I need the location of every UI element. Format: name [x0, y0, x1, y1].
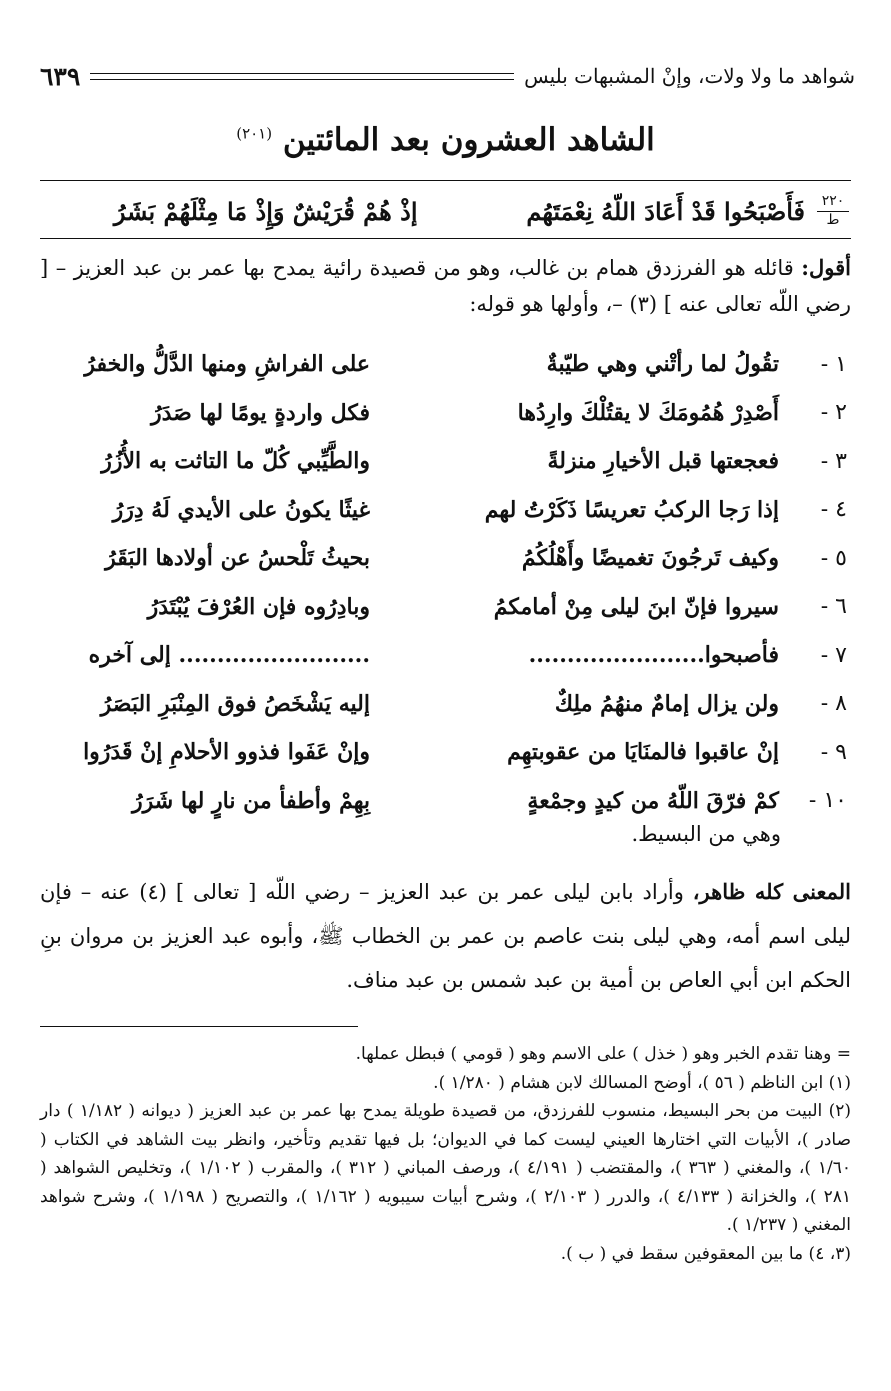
poem-verse — [40, 777, 851, 826]
page-number: ٦٣٩ — [40, 61, 81, 91]
verse-first-hemistich: فأصبحوا....................... — [528, 642, 779, 669]
verse-second-hemistich: إليه يَشْخَصُ فوق المِنْبَرِ البَصَرُ — [100, 690, 370, 717]
footnote: (٢) البيت من بحر البسيط، منسوب للفرزدق، من قصيدة طويلة يمدح بها عمر بن عبد العزيز ( ديوانه ( ١/١٨٢ ) دار صادر )، الأبيات التي اختارها العيني ليست كما في الديوان؛ بل فيها تقديم وتأخير، وانظر بيت الشاهد في الكتاب ( ١/٦٠ )، والمغني ( ٣٦٣ )، والمقتضب ( ٤/١٩١ )، ورصف المباني ( ٣١٢ )، والمقرب ( ١/١٠٢ )، وتخليص الشواهد ( ٢٨١ )، والخزانة ( ٤/١٣٣ )، والدرر ( ٢/١٠٣ )، وشرح أبيات سيبويه ( ١/١٦٢ )، والتصريح ( ١/١٩٨ )، وشرح شواهد المغني ( ١/٢٣٧ ). — [40, 1101, 852, 1235]
verse-number: ٨ - — [820, 691, 847, 717]
verse-second-hemistich: فكل واردةٍ يومًا لها صَدَرُ — [150, 399, 370, 426]
verse-number: ٧ - — [820, 642, 847, 668]
intro-lead: أقول: — [801, 255, 851, 280]
verse-first-hemistich: ولن يزال إمامٌ منهُمُ ملِكٌ — [554, 690, 779, 717]
running-title: شواهد ما ولا ولات، وإنْ المشبهات بليس — [524, 64, 855, 88]
verse-number: ٤ - — [820, 497, 847, 523]
verse-second-hemistich: وبادِرُوه فإن العُرْفَ يُبْتَدَرُ — [147, 593, 370, 620]
verse-second-hemistich: بحيثُ تَلْحسُ عن أولادها البَقَرُ — [105, 545, 370, 572]
verse-second-hemistich: غيثًا يكونُ على الأيدي لَهُ دِرَرُ — [112, 496, 370, 523]
witness-number-value: ٢٢٠ — [821, 193, 845, 210]
witness-number — [815, 194, 851, 228]
verse-first-hemistich: فعجعتها قبل الأخيارِ منزلةً — [547, 448, 779, 475]
poem-verse — [40, 583, 851, 632]
verse-number: ٩ - — [820, 739, 847, 765]
section-title — [40, 120, 851, 160]
verse-number: ٥ - — [820, 545, 847, 571]
witness-bottom-rule — [40, 238, 851, 239]
verse-first-hemistich: سيروا فإنّ ابنَ ليلى مِنْ أمامكمُ — [493, 593, 779, 620]
poem-verse — [40, 389, 851, 438]
witness-verse — [40, 186, 851, 236]
witness-second-hemistich: إذْ هُمْ قُرَيْشٌ وَإِذْ مَا مِثْلَهُمْ بَشَرُ — [113, 196, 418, 226]
section-title-text: الشاهد العشرون بعد المائتين — [282, 122, 655, 158]
verse-second-hemistich: ......................... إلى آخره — [88, 642, 370, 669]
verse-first-hemistich: إذا رَجا الركبُ تعريسًا ذَكَرْتُ لهم — [484, 496, 779, 523]
footnote: = وهنا تقدم الخبر وهو ( خذل ) على الاسم وهو ( قومي ) فبطل عملها. — [355, 1044, 851, 1064]
header-rule — [90, 73, 514, 80]
verse-number: ١٠ - — [808, 788, 847, 814]
poem-verse — [40, 340, 851, 389]
verse-first-hemistich: إنْ عاقبوا فالمنَايَا من عقوبتهِم — [507, 739, 779, 766]
poem — [40, 340, 851, 825]
page-header — [40, 58, 855, 94]
footnote-rule — [40, 1026, 358, 1027]
verse-number: ٣ - — [820, 448, 847, 474]
poem-verse — [40, 534, 851, 583]
meaning-lead: المعنى كله ظاهر، — [692, 879, 851, 904]
footnote: (١) ابن الناظم ( ٥٦ )، أوضح المسالك لابن هشام ( ١/٢٨٠ ). — [433, 1072, 851, 1093]
witness-number-mark: ط — [826, 211, 840, 228]
verse-second-hemistich: وإنْ عَفَوا فذوو الأحلامِ إنْ قَدَرُوا — [83, 739, 370, 766]
verse-second-hemistich: والطَّيِّبي كُلّ ما التاثت به الأُزُرُ — [101, 448, 370, 475]
witness-first-hemistich: فَأَصْبَحُوا قَدْ أَعَادَ اللّهُ نِعْمَتَهُم — [526, 196, 805, 226]
verse-second-hemistich: على الفراشِ ومنها الدَّلُّ والخفرُ — [84, 351, 370, 378]
footnote: (٣، ٤) ما بين المعقوفين سقط في ( ب ). — [560, 1243, 851, 1264]
poem-verse — [40, 437, 851, 486]
intro-paragraph — [40, 250, 851, 322]
verse-number: ١ - — [820, 351, 847, 377]
verse-first-hemistich: كمْ فرّقَ اللّهُ من كيدٍ وجمْعةٍ — [527, 787, 779, 814]
intro-text: قائله هو الفرزدق همام بن غالب، وهو من قصيدة رائية يمدح بها عمر بن عبد العزيز – [ رضي اللّه تعالى عنه ] (٣) –، وأولها هو قوله: — [40, 256, 851, 316]
verse-second-hemistich: بِهِمْ وأطفأ من نارٍ لها شَرَرُ — [131, 787, 370, 814]
verse-number: ٢ - — [820, 400, 847, 426]
verse-first-hemistich: أَصْدِرْ هُمُومَكَ لا يقتُلْكَ وارِدُها — [517, 399, 779, 426]
poem-verse — [40, 680, 851, 729]
verse-number: ٦ - — [820, 594, 847, 620]
poem-verse — [40, 728, 851, 777]
meter-note: وهي من البسيط. — [631, 822, 781, 846]
poem-verse — [40, 631, 851, 680]
verse-first-hemistich: تقُولُ لما رأتْني وهي طيّبةٌ — [546, 351, 779, 378]
footnotes — [40, 1040, 851, 1268]
section-title-ref: (٢٠١) — [236, 124, 273, 143]
poem-verse — [40, 486, 851, 535]
witness-top-rule — [40, 180, 851, 181]
meaning-text: وأراد بابن ليلى عمر بن عبد العزيز – رضي اللّه [ تعالى ] (٤) عنه – فإن ليلى اسم أمه، وهي ليلى بنت عاصم بن عمر بن الخطاب ﷺ، وأبوه عبد العزيز بن مروان بنِ الحكم ابن أبي العاص بن أمية بن عبد شمس بن عبد مناف. — [40, 880, 851, 992]
meaning-paragraph — [40, 870, 851, 1002]
verse-first-hemistich: وكيف تَرجُونَ تغميضًا وأَهْلُكُمُ — [521, 545, 779, 572]
